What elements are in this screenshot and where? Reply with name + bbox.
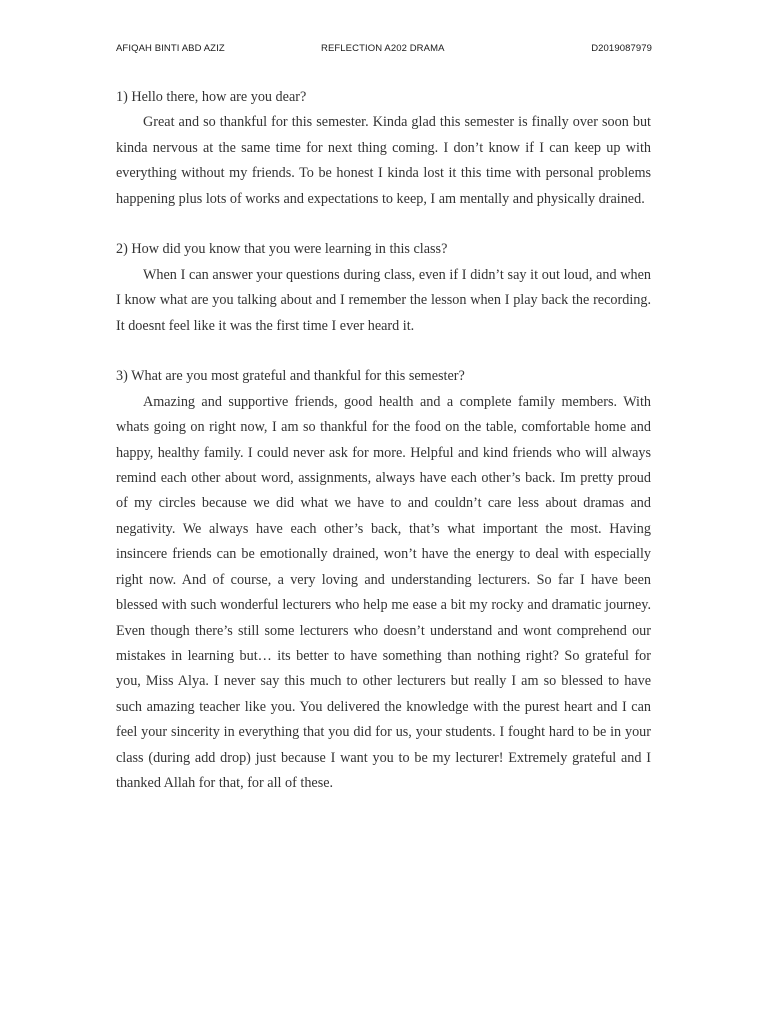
section-1 xyxy=(116,85,651,212)
document-body xyxy=(116,85,651,796)
question-2: 2) How did you know that you were learning in this class? xyxy=(116,241,448,258)
answer-2: When I can answer your questions during class, even if I didn’t say it out loud, and when I know what are you talking about and I remember the lesson when I play back the recording. It doesnt feel like it was the first time I ever heard it. xyxy=(116,266,651,334)
paragraph-gap xyxy=(116,339,651,364)
section-3 xyxy=(116,364,651,796)
answer-1: Great and so thankful for this semester. Kinda glad this semester is finally over soon but kinda nervous at the same time for next thing coming. I don’t know if I can keep up with everything without my friends. To be honest I kinda lost it this time with personal problems happening plus lots of works and expectations to keep, I am mentally and physically drained. xyxy=(116,114,651,207)
answer-3: Amazing and supportive friends, good health and a complete family members. With whats going on right now, I am so thankful for the food on the table, comfortable home and happy, healthy family. I could never ask for more. Helpful and kind friends who will always remind each other about word, assignments, always have each other’s back. Im pretty proud of my circles because we did what we have to and couldn’t care less about dramas and negativity. We always have each other’s back, that’s what important the most. Having insincere friends can be emotionally drained, won’t have the energy to deal with especially right now. And of course, a very loving and understanding lecturers. So far I have been blessed with such wonderful lecturers who help me ease a bit my rocky and dramatic journey. Even though there’s still some lecturers who doesn’t understand and wont comprehend our mistakes in learning but… its better to have something than nothing right? So grateful for you, Miss Alya. I never say this much to other lecturers but really I am so blessed to have such amazing teacher like you. You delivered the knowledge with the purest heart and I can feel your sincerity in everything that you did for us, your students. I fought hard to be in your class (during add drop) just because I want you to be my lecturer! Extremely grateful and I thanked Allah for that, for all of these. xyxy=(116,393,651,791)
student-id: D2019087979 xyxy=(591,43,652,54)
question-3: 3) What are you most grateful and thankful for this semester? xyxy=(116,368,465,385)
page-header xyxy=(116,43,652,57)
document-title: REFLECTION A202 DRAMA xyxy=(321,43,445,54)
paragraph-gap xyxy=(116,212,651,237)
question-1: 1) Hello there, how are you dear? xyxy=(116,89,307,105)
section-2 xyxy=(116,237,651,339)
student-name: AFIQAH BINTI ABD AZIZ xyxy=(116,43,225,54)
